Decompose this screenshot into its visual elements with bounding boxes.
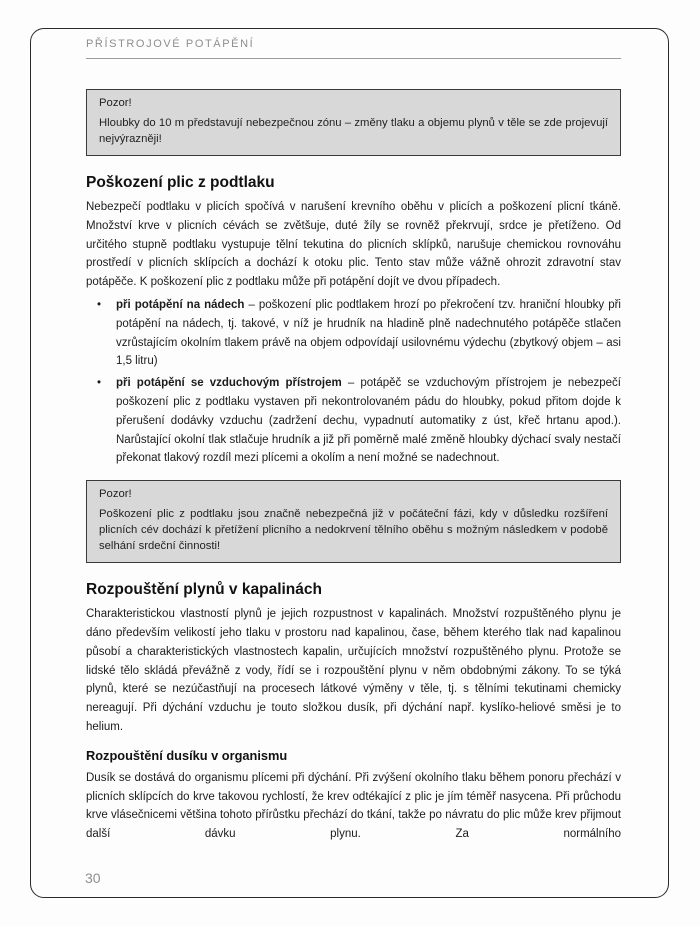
- page-number: 30: [85, 870, 101, 886]
- bullet-marker: •: [97, 298, 102, 311]
- warning-box-title: Pozor!: [99, 97, 132, 109]
- bullet-item-nadech: [86, 296, 621, 371]
- bullet-marker: •: [97, 377, 102, 390]
- page-frame-border: [30, 28, 669, 898]
- bullet-lead: při potápění na nádech: [116, 298, 245, 311]
- section-heading-podtlak: Poškození plic z podtlaku: [86, 174, 275, 191]
- warning-box-title: Pozor!: [99, 488, 132, 501]
- paragraph-dusik: Dusík se dostává do organismu plícemi při dýchání. Při zvýšení okolního tlaku během ponoru přechází v plicních sklípcích do krve takovou rychlostí, že krev odtékající z plic je jím téměř nasycena. Při průchodu krve vlásečnicemi většina tohoto přírůstku přechází do tkání, takže po návratu do plic může krev přijmout další dávku plynu. Za normálního: [86, 771, 621, 841]
- paragraph-rozpousteni: Charakteristickou vlastností plynů je jejich rozpustnost v kapalinách. Množství rozpuštěného plynu je dáno především velikostí jeho tlaku v prostoru nad kapalinou, čase, během kterého tlak nad kapalinou působí a charakteristických vlastnostech kapalin, určujících množství rozpuštěného plynu. Protože se lidské tělo skládá převážně z vody, řídí se i rozpouštění plynu v něm obdobnými zákony. To se týká plynů, které se nezúčastňují na procesech látkové výměny v těle, tj. s tělními tekutinami chemicky nereagují. Při dýchání vzduchu je touto složkou dusík, při dýchání např. kyslíko-heliové směsi je to helium.: [86, 608, 621, 733]
- header-rule: [86, 58, 621, 59]
- warning-box-2: [86, 480, 621, 563]
- bullet-lead: při potápění se vzduchovým přístrojem: [116, 377, 342, 390]
- paragraph-podtlak: Nebezpečí podtlaku v plicích spočívá v narušení krevního oběhu v plicích a poškození plicní tkáně. Množství krve v plicních cévách se zvětšuje, duté žíly se rovněž překrvují, srdce je přetíženo. Od určitého stupně podtlaku vystupuje tělní tekutina do plicních sklípků, narušuje chemickou rovnováhu prostředí v plicních sklípcích a dochází k otoku plic. Tento stav může vážně ohrozit zdravotní stav potápěče. K poškození plic z podtlaku může při potápění dojít ve dvou případech.: [86, 201, 621, 289]
- bullet-text: – poškození plic podtlakem hrozí po překročení tzv. hraniční hloubky při potápění na nádech, tj. takové, v níž je hrudník na hladině plně nadechnutého potápěče stlačen vzrůstajícím okolním tlakem právě na objem odpovídají usilovnému výdechu (zbytkový objem – asi 1,5 litru): [116, 298, 621, 368]
- running-header: PŘÍSTROJOVÉ POTÁPĚNÍ: [86, 38, 255, 50]
- section-heading-dusik: Rozpouštění dusíku v organismu: [86, 747, 288, 763]
- bullet-text: – potápěč se vzduchovým přístrojem je nebezpečí poškození plic z podtlaku vystaven při nekontrolovaném pádu do hloubky, pokud přitom dojde k přerušení dodávky vzduchu (zadržení dechu, vypadnutí automatiky z úst, křeč hrtanu apod.). Narůstající okolní tlak stlačuje hrudník a již při poměrně malé změně hloubky dýchací svaly nestačí překonat tlakový rozdíl mezi plícemi a okolím a není možné se nadechnout.: [116, 377, 622, 465]
- bullet-item-vzduchovy-pristroj: [86, 374, 621, 468]
- warning-box-text: Hloubky do 10 m představují nebezpečnou zónu – změny tlaku a objemu plynů v těle se zde projevují nejvýrazněji!: [99, 117, 608, 145]
- bullet-list: [86, 296, 621, 468]
- warning-box-text: Poškození plic z podtlaku jsou značně nebezpečná již v počáteční fázi, kdy v důsledku rozšíření plicních cév dochází k přetížení plicního a nedokrvení tělního oběhu s možným následkem v podobě selhání srdeční činnosti!: [99, 508, 608, 553]
- section-heading-rozpousteni: Rozpouštění plynů v kapalinách: [86, 581, 322, 599]
- warning-box-1: [86, 89, 621, 156]
